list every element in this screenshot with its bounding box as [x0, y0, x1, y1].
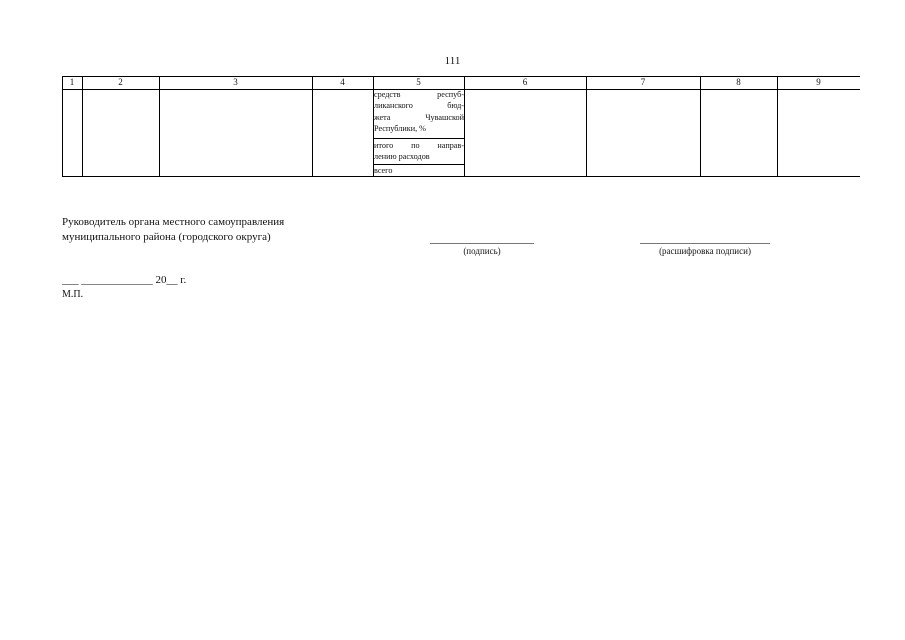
- col5-line: итого по направ-: [374, 141, 465, 150]
- column-border: [312, 76, 313, 177]
- col5-divider: [374, 138, 464, 139]
- column-border: [700, 76, 701, 177]
- data-table: [62, 76, 860, 177]
- column-header: 6: [522, 77, 528, 87]
- col5-line: всего: [374, 166, 393, 175]
- column-header: 3: [233, 77, 238, 87]
- col5-line: ликанского бюд-: [374, 101, 464, 111]
- date-line: ___ _____________ 20__ г.: [62, 274, 187, 286]
- head-title-line-1: Руководитель органа местного самоуправления: [62, 216, 285, 228]
- column-header: 9: [816, 77, 821, 87]
- column-header: 7: [640, 77, 646, 87]
- column-header: 8: [736, 77, 741, 87]
- signature-decoding-label: (расшифровка подписи): [659, 246, 751, 256]
- signature-label: (подпись): [463, 246, 501, 256]
- page-number: 111: [444, 55, 461, 67]
- column-header: 5: [416, 77, 421, 87]
- col5-total-by-direction: [374, 140, 464, 163]
- column-border: [62, 76, 63, 177]
- col5-total: [374, 165, 464, 176]
- column-border: [159, 76, 160, 177]
- signature-line: [430, 243, 534, 244]
- column-border: [464, 76, 465, 177]
- column-border: [586, 76, 587, 177]
- col5-line: жета Чувашской: [374, 112, 464, 122]
- column-header: 1: [69, 77, 75, 87]
- signature-decoding-line: [640, 243, 770, 244]
- head-title-line-2: муниципального района (городского округа): [62, 231, 271, 243]
- col5-line: средств респуб-: [374, 90, 464, 99]
- column-border: [82, 76, 83, 177]
- column-header: 4: [340, 77, 345, 87]
- column-header: 2: [118, 77, 123, 87]
- col5-line: Республики, %: [374, 124, 426, 134]
- col5-republican-budget-share: [374, 89, 464, 135]
- col5-line: лению расходов: [374, 152, 430, 162]
- column-border: [777, 76, 778, 177]
- seal-label: М.П.: [62, 289, 84, 300]
